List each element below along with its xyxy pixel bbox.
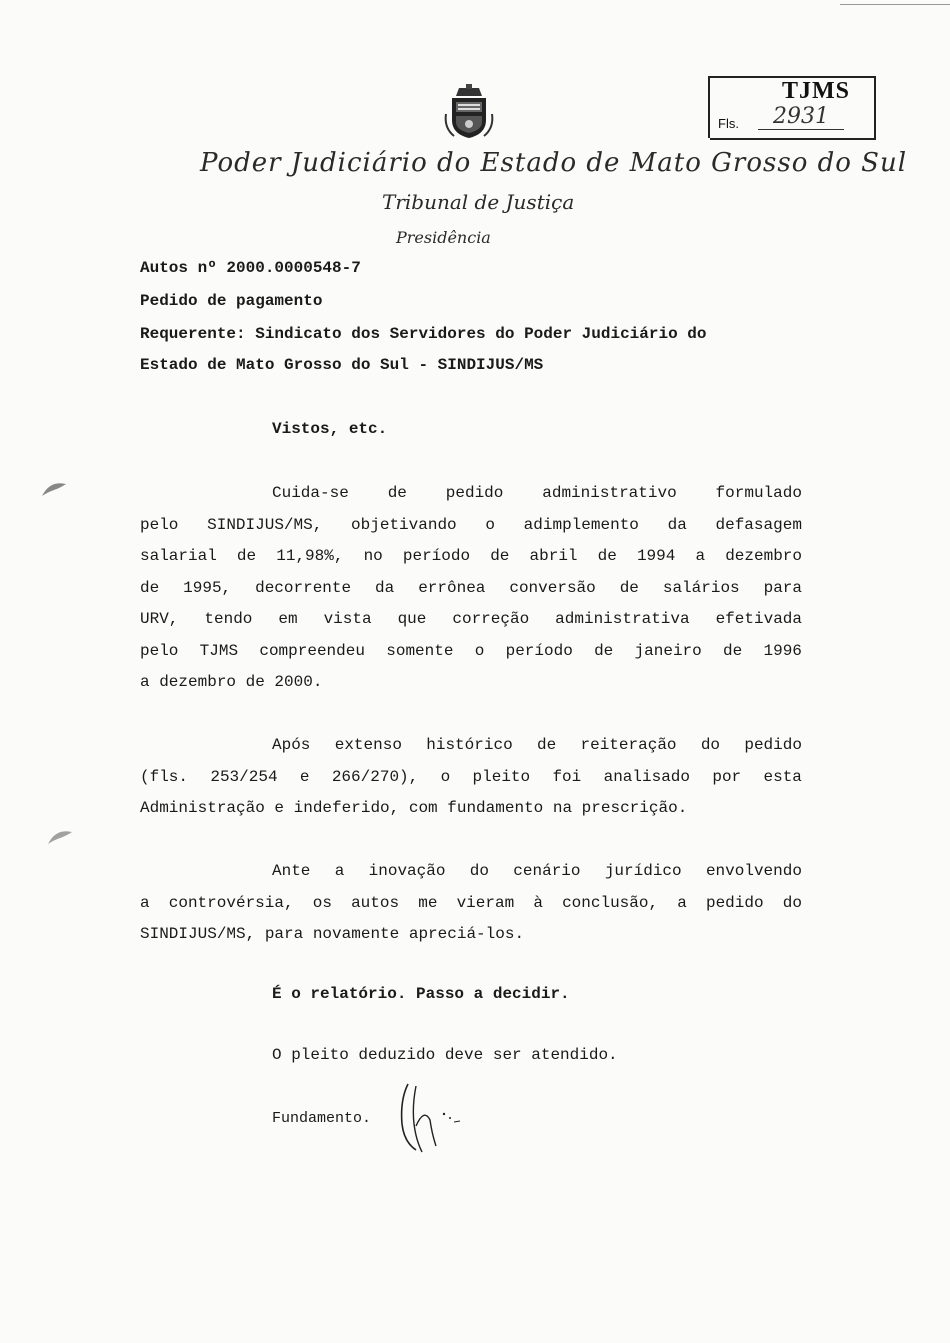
paragraph-line: URV, tendo em vista que correção administrativa efetivada — [140, 610, 802, 628]
paragraph-1 — [140, 478, 802, 699]
paragraph-line: Administração e indeferido, com fundamento na prescrição. — [140, 799, 688, 817]
stamp-title: TJMS — [781, 78, 850, 104]
punch-hole-smudge — [46, 826, 76, 848]
letterhead-presidencia: Presidência — [396, 228, 491, 247]
vistos-heading: Vistos, etc. — [272, 420, 388, 438]
stamp-number: 2931 — [758, 104, 844, 130]
stamp-label: Fls. — [718, 116, 739, 131]
requerente-line-2: Estado de Mato Grosso do Sul - SINDIJUS/MS — [140, 356, 544, 374]
paragraph-line: a controvérsia, os autos me vieram à conclusão, a pedido do — [140, 893, 802, 912]
signature-mark — [394, 1080, 464, 1156]
relatorio-heading: É o relatório. Passo a decidir. — [272, 985, 570, 1003]
case-subject: Pedido de pagamento — [140, 292, 323, 310]
paragraph-line: (fls. 253/254 e 266/270), o pleito foi analisado por esta — [140, 767, 802, 786]
paragraph-line: a dezembro de 2000. — [140, 673, 323, 691]
page-number-stamp — [708, 76, 876, 138]
paragraph-3 — [140, 856, 802, 951]
requerente-line-1: Requerente: Sindicato dos Servidores do Poder Judiciário do — [140, 325, 707, 343]
fundamento-label: Fundamento. — [272, 1110, 372, 1127]
pleito-sentence: O pleito deduzido deve ser atendido. — [272, 1046, 618, 1064]
paragraph-line: pelo SINDIJUS/MS, objetivando o adimplemento da defasagem — [140, 515, 802, 534]
paragraph-line: de 1995, decorrente da errônea conversão de salários para — [140, 578, 802, 597]
case-number: Autos nº 2000.0000548-7 — [140, 259, 361, 277]
paragraph-line: SINDIJUS/MS, para novamente apreciá-los. — [140, 925, 525, 943]
coat-of-arms-icon — [444, 84, 494, 140]
paragraph-line: pelo TJMS compreendeu somente o período de janeiro de 1996 — [140, 641, 802, 660]
letterhead-court: Poder Judiciário do Estado de Mato Grosso do Sul — [200, 148, 908, 178]
punch-hole-smudge — [40, 478, 70, 500]
paragraph-line: Ante a inovação do cenário jurídico envolvendo — [272, 862, 802, 880]
paragraph-line: salarial de 11,98%, no período de abril de 1994 a dezembro — [140, 547, 802, 565]
letterhead-tribunal: Tribunal de Justiça — [382, 190, 575, 214]
paragraph-2 — [140, 730, 802, 825]
scan-edge-line — [840, 4, 950, 5]
paragraph-line: Cuida-se de pedido administrativo formulado — [272, 484, 802, 502]
paragraph-line: Após extenso histórico de reiteração do pedido — [272, 736, 802, 754]
